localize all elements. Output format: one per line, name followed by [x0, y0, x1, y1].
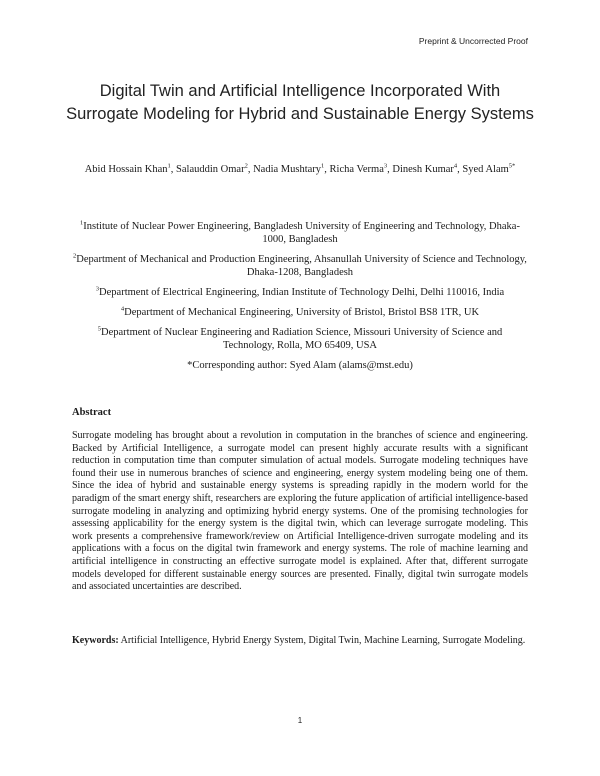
keywords-text: Artificial Intelligence, Hybrid Energy System, Digital Twin, Machine Learning, Surrogate Modeling. — [120, 635, 526, 646]
author: Nadia Mushtary$^1$, — [253, 162, 330, 175]
paper-title — [40, 80, 560, 126]
corresponding-author: *Corresponding author: Syed Alam (alams@mst.edu) — [187, 360, 413, 371]
author: Dinesh Kumar$^4$, — [392, 162, 463, 175]
author: Salauddin Omar$^2$, — [176, 162, 254, 175]
title-line-1: Digital Twin and Artificial Intelligence Incorporated With — [99, 82, 501, 100]
abstract-heading: Abstract — [72, 407, 112, 418]
title-line-2: Surrogate Modeling for Hybrid and Sustainable Energy Systems — [66, 105, 534, 123]
page-number: 1 — [297, 716, 303, 725]
preprint-label: Preprint & Uncorrected Proof — [418, 36, 528, 46]
affiliation: $^1$Institute of Nuclear Power Engineering, Bangladesh University of Engineering and Technology, Dhaka-1000, Bangladesh — [80, 219, 520, 245]
affiliation-list — [72, 220, 528, 372]
abstract-text: Surrogate modeling has brought about a revolution in computation in the branches of science and engineering. Backed by Artificial Intelligence, a surrogate model can present highly accurate results with a significant reduction in computation time than computer simulation of actual models. Surrogate modeling techniques have found their use in numerous branches of science and engineering, energy system modeling being one of them. Since the idea of hybrid and sustainable energy systems is spreading rapidly in the modern world for the paradigm of the smart energy shift, researchers are exploring the future application of artificial intelligence-based surrogate modeling in analyzing and optimizing hybrid energy systems. One of the promising technologies for assessing applicability for the energy system is the digital twin, which can leverage surrogate modeling. This work presents a comprehensive framework/review on Artificial Intelligence-driven surrogate modeling and its applications with a focus on the digital twin framework and energy systems. The role of machine learning and artificial intelligence in constructing an effective surrogate model is explained. After that, different surrogate models developed for different sustainable energy sources are presented. Finally, digital twin surrogate models and associated uncertainties are described. — [72, 430, 528, 593]
author: Syed Alam$^{5*}$ — [462, 162, 516, 175]
author: Richa Verma$^3$, — [329, 162, 393, 175]
author: Abid Hossain Khan$^1$, — [84, 162, 177, 175]
author-list — [72, 163, 528, 176]
keywords — [72, 635, 528, 648]
keywords-label: Keywords: — [72, 635, 119, 646]
affiliation: $^3$Department of Electrical Engineering, Indian Institute of Technology Delhi, Delhi 110016, India — [95, 285, 505, 298]
affiliation: $^2$Department of Mechanical and Production Engineering, Ahsanullah University of Science and Technology, Dhaka-1208, Bangladesh — [73, 252, 527, 278]
affiliation: $^4$Department of Mechanical Engineering, University of Bristol, Bristol BS8 1TR, UK — [120, 305, 480, 318]
affiliation: $^5$Department of Nuclear Engineering and Radiation Science, Missouri University of Science and Technology, Rolla, MO 65409, USA — [97, 325, 503, 351]
